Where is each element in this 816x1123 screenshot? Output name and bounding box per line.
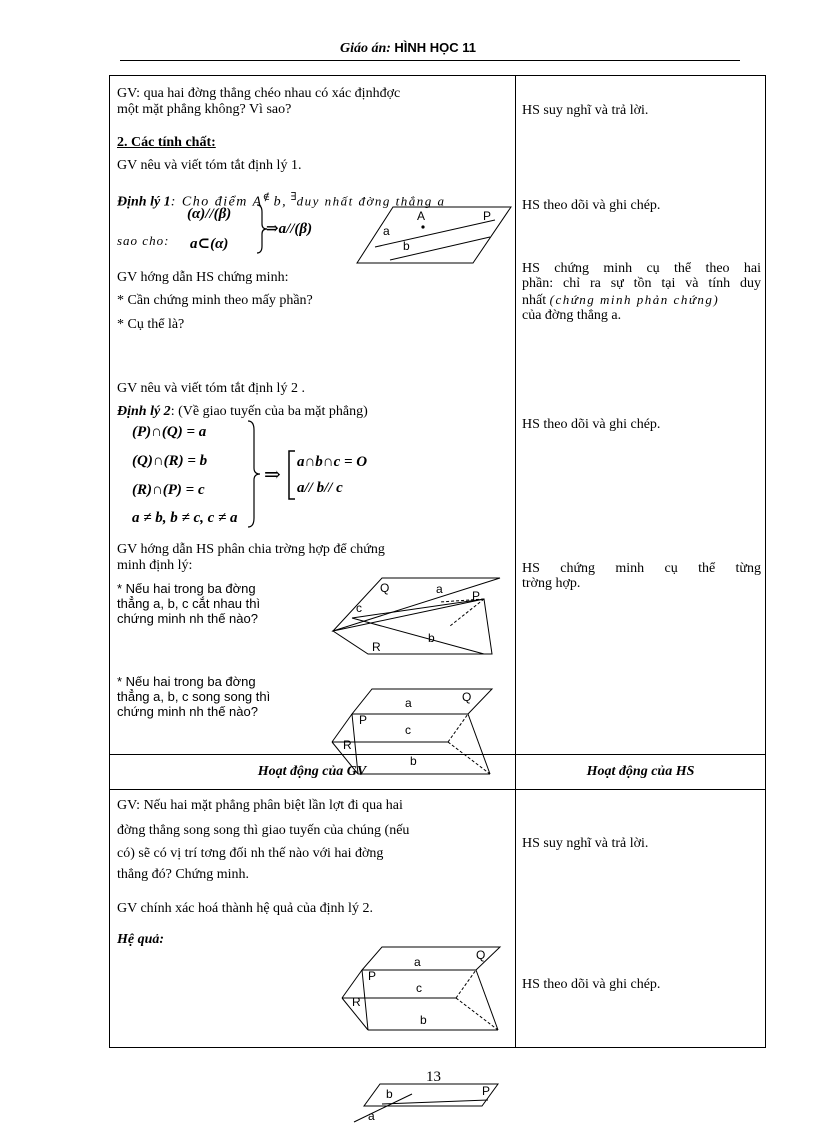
gv-guide1: GV hớng dẫn HS chứng minh: [117, 270, 289, 285]
gv-q1: * Cần chứng minh theo mấy phần? [117, 293, 313, 308]
label-b: b [403, 239, 410, 253]
hs-prove-line3: nhất (chứng minh phản chứng) [522, 292, 720, 308]
label-c-4: c [416, 981, 422, 995]
hs-follow1: HS theo dõi và ghi chép. [522, 198, 661, 213]
s2-gv-exact: GV chính xác hoá thành hệ quả của định lý 2. [117, 901, 373, 916]
label-Q-4: Q [476, 948, 486, 962]
theorem2-statement: Định lý 2: (Về giao tuyến của ba mặt phẳng) [117, 404, 368, 419]
label-R-3: R [343, 738, 352, 752]
theorem2-res1: a∩b∩c = O [297, 454, 368, 470]
not-in-symbol: ∉ [262, 192, 271, 203]
hs-case-line1: HS chứng minh cụ thể từng [522, 561, 761, 576]
exists-symbol: ∃ [290, 191, 297, 203]
s2-gv-line2: đờng thẳng song song thì giao tuyến của chúng (nếu [117, 823, 410, 838]
label-R: R [372, 640, 381, 654]
hs-prove-line1: HS chứng minh cụ thể theo hai [522, 261, 761, 276]
gv-guide2-line1: GV hớng dẫn HS phân chia trờng hợp để chứng [117, 542, 385, 557]
s2-hs-follow: HS theo dõi và ghi chép. [522, 977, 661, 992]
s2-gv-line3: có) sẽ có vị trí tơng đối nh thế nào với hai đờng [117, 846, 384, 861]
case2-line2: thẳng a, b, c song song thì [117, 689, 271, 704]
label-b-2: b [428, 631, 435, 645]
theorem2-eq4: a ≠ b, b ≠ c, c ≠ a [132, 510, 238, 526]
gv-question-line1: GV: qua hai đờng thẳng chéo nhau có xác địnhđợc [117, 86, 401, 101]
plane-figure-1 [355, 205, 515, 267]
header-hs: Hoạt động của HS [586, 764, 695, 779]
case2-line1: * Nếu hai trong ba đờng [117, 674, 256, 689]
label-P-4: P [368, 969, 377, 983]
case1-line3: chứng minh nh thế nào? [117, 611, 258, 626]
theorem1-statement: Định lý 1: Cho điểm A∉ b, ∃duy nhất đờng thẳng a [117, 191, 446, 210]
plane-figure-bottom [352, 1082, 502, 1123]
properties-heading: 2. Các tính chất: [117, 135, 216, 150]
label-b-5: b [386, 1087, 393, 1101]
header-subject: HÌNH HỌC 11 [394, 40, 477, 55]
hs-follow2: HS theo dõi và ghi chép. [522, 417, 661, 432]
theorem2-res2: a// b// c [297, 480, 343, 496]
gv-question-line2: một mặt phẳng không? Vì sao? [117, 102, 292, 117]
case1-line1: * Nếu hai trong ba đờng [117, 581, 256, 596]
row-divider-2 [109, 789, 766, 790]
header-rule [120, 60, 740, 61]
gv-theorem1: GV nêu và viết tóm tắt định lý 1. [117, 158, 302, 173]
label-Q: Q [380, 581, 390, 595]
label-b-4: b [420, 1013, 427, 1027]
label-a-2: a [436, 582, 443, 596]
label-a-4: a [414, 955, 421, 969]
hs-answer1: HS suy nghĩ và trả lời. [522, 103, 649, 118]
column-divider [515, 75, 516, 1048]
label-a-5: a [368, 1109, 375, 1123]
case2-line3: chứng minh nh thế nào? [117, 704, 258, 719]
label-a-3: a [405, 696, 412, 710]
header-gv: Hoạt động của GV [257, 764, 367, 779]
theorem2-eq2: (Q)∩(R) = b [132, 453, 208, 469]
label-P-2: P [472, 589, 481, 603]
hs-prove-line4: của đờng thẳng a. [522, 308, 622, 323]
theorem1-cond1: (α)//(β) [187, 206, 232, 222]
case1-line2: thẳng a, b, c cắt nhau thì [117, 596, 261, 611]
s2-hs-answer: HS suy nghĩ và trả lời. [522, 836, 649, 851]
corollary-label: Hệ quả: [117, 932, 165, 947]
label-c-3: c [405, 723, 411, 737]
prism-figure-2 [340, 944, 506, 1034]
header-prefix: Giáo án: [339, 41, 391, 56]
page-number: 13 [426, 1069, 441, 1085]
s2-gv-line4: thẳng đó? Chứng minh. [117, 867, 250, 882]
gv-guide2-line2: minh định lý: [117, 558, 193, 573]
label-R-4: R [352, 995, 361, 1009]
implies-symbol: ⇒ [264, 464, 281, 486]
label-a: a [383, 224, 390, 238]
theorem2-label: Định lý 2 [117, 404, 171, 419]
label-P: P [483, 209, 492, 223]
theorem1-cond2: a⊂(α) [190, 236, 229, 252]
gv-q2: * Cụ thể là? [117, 317, 185, 332]
theorem1-label: Định lý 1 [117, 194, 171, 210]
page-header [0, 40, 816, 57]
hs-case-line2: trờng hợp. [522, 576, 581, 591]
label-P-5: P [482, 1084, 491, 1098]
label-c: c [356, 601, 362, 615]
gv-theorem2: GV nêu và viết tóm tắt định lý 2 . [117, 381, 305, 396]
theorem2-bracket [287, 450, 297, 500]
hs-prove-line2: phần: chỉ ra sự tồn tại và tính duy [522, 276, 761, 291]
theorem2-eq3: (R)∩(P) = c [132, 482, 205, 498]
theorem1-result: ⇒a//(β) [266, 221, 313, 237]
theorem1-sao-cho: sao cho: [117, 233, 170, 248]
label-A: A [417, 209, 426, 223]
label-Q-3: Q [462, 690, 472, 704]
theorem2-brace [246, 420, 262, 528]
label-b-3: b [410, 754, 417, 768]
s2-gv-line1: GV: Nếu hai mặt phẳng phân biệt lần lợt đi qua hai [117, 798, 403, 813]
theorem2-eq1: (P)∩(Q) = a [132, 424, 207, 440]
label-P-3: P [359, 713, 368, 727]
three-planes-figure [330, 574, 506, 658]
